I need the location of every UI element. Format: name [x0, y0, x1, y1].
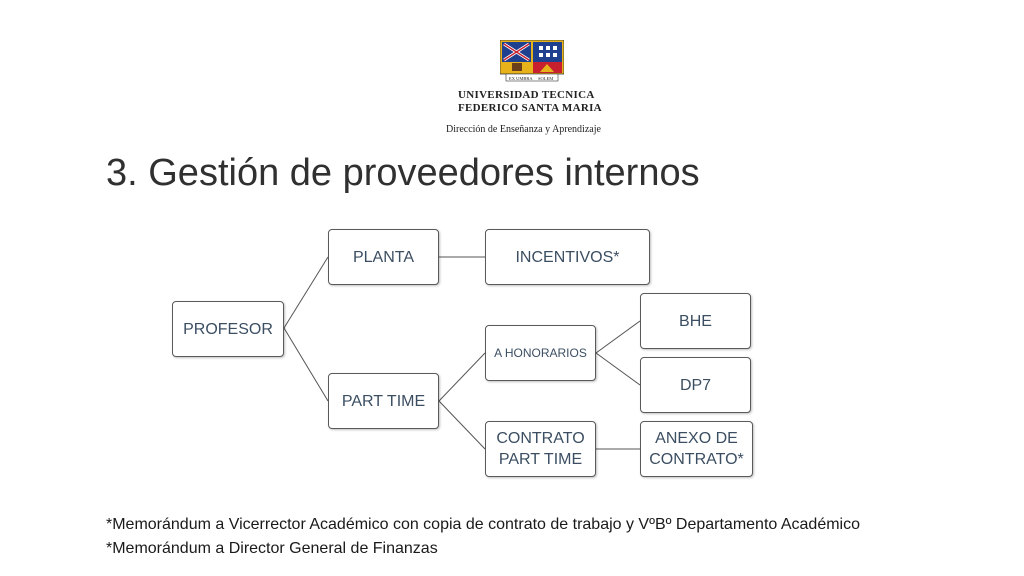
university-name-line2: FEDERICO SANTA MARIA	[458, 102, 602, 114]
node-bhe	[640, 293, 751, 349]
node-bhe-label: BHE	[679, 312, 712, 330]
footnote-2: *Memorándum a Director General de Finanzas	[106, 540, 438, 557]
crest-banner-right: SOLEM	[538, 76, 554, 81]
connector-parttime-honorarios	[439, 353, 485, 401]
crest-banner-left: EX UMBRA	[509, 76, 533, 81]
node-a-honorarios	[485, 325, 596, 381]
node-dp7	[640, 357, 751, 413]
connector-honorarios-dp7	[596, 353, 640, 385]
connector-parttime-contrato	[439, 401, 485, 449]
node-contrato-part-time	[485, 421, 596, 477]
node-planta	[328, 229, 439, 285]
node-incentivos	[485, 229, 650, 285]
connector-honorarios-bhe	[596, 321, 640, 353]
node-part-time	[328, 373, 439, 429]
connector-profesor-planta	[284, 257, 328, 328]
node-dp7-label: DP7	[679, 376, 712, 394]
node-anexo-contrato-label: ANEXO DE CONTRATO*	[649, 430, 744, 468]
node-profesor	[172, 301, 284, 357]
slide-title: 3. Gestión de proveedores internos	[106, 152, 700, 194]
footnote-1: *Memorándum a Vicerrector Académico con copia de contrato de trabajo y VºBº Departamento Académico	[106, 516, 861, 533]
node-profesor-label: PROFESOR	[183, 320, 273, 338]
connector-profesor-parttime	[284, 328, 328, 401]
department-name: Dirección de Enseñanza y Aprendizaje	[446, 124, 601, 135]
node-planta-label: PLANTA	[352, 248, 415, 266]
node-part-time-label: PART TIME	[341, 392, 426, 410]
university-name-line1: UNIVERSIDAD TECNICA	[458, 89, 595, 101]
node-contrato-part-time-label: CONTRATO PART TIME	[496, 430, 585, 468]
node-a-honorarios-label: A HONORARIOS	[494, 346, 587, 360]
node-incentivos-label: INCENTIVOS*	[515, 248, 620, 266]
node-anexo-contrato	[640, 421, 753, 477]
